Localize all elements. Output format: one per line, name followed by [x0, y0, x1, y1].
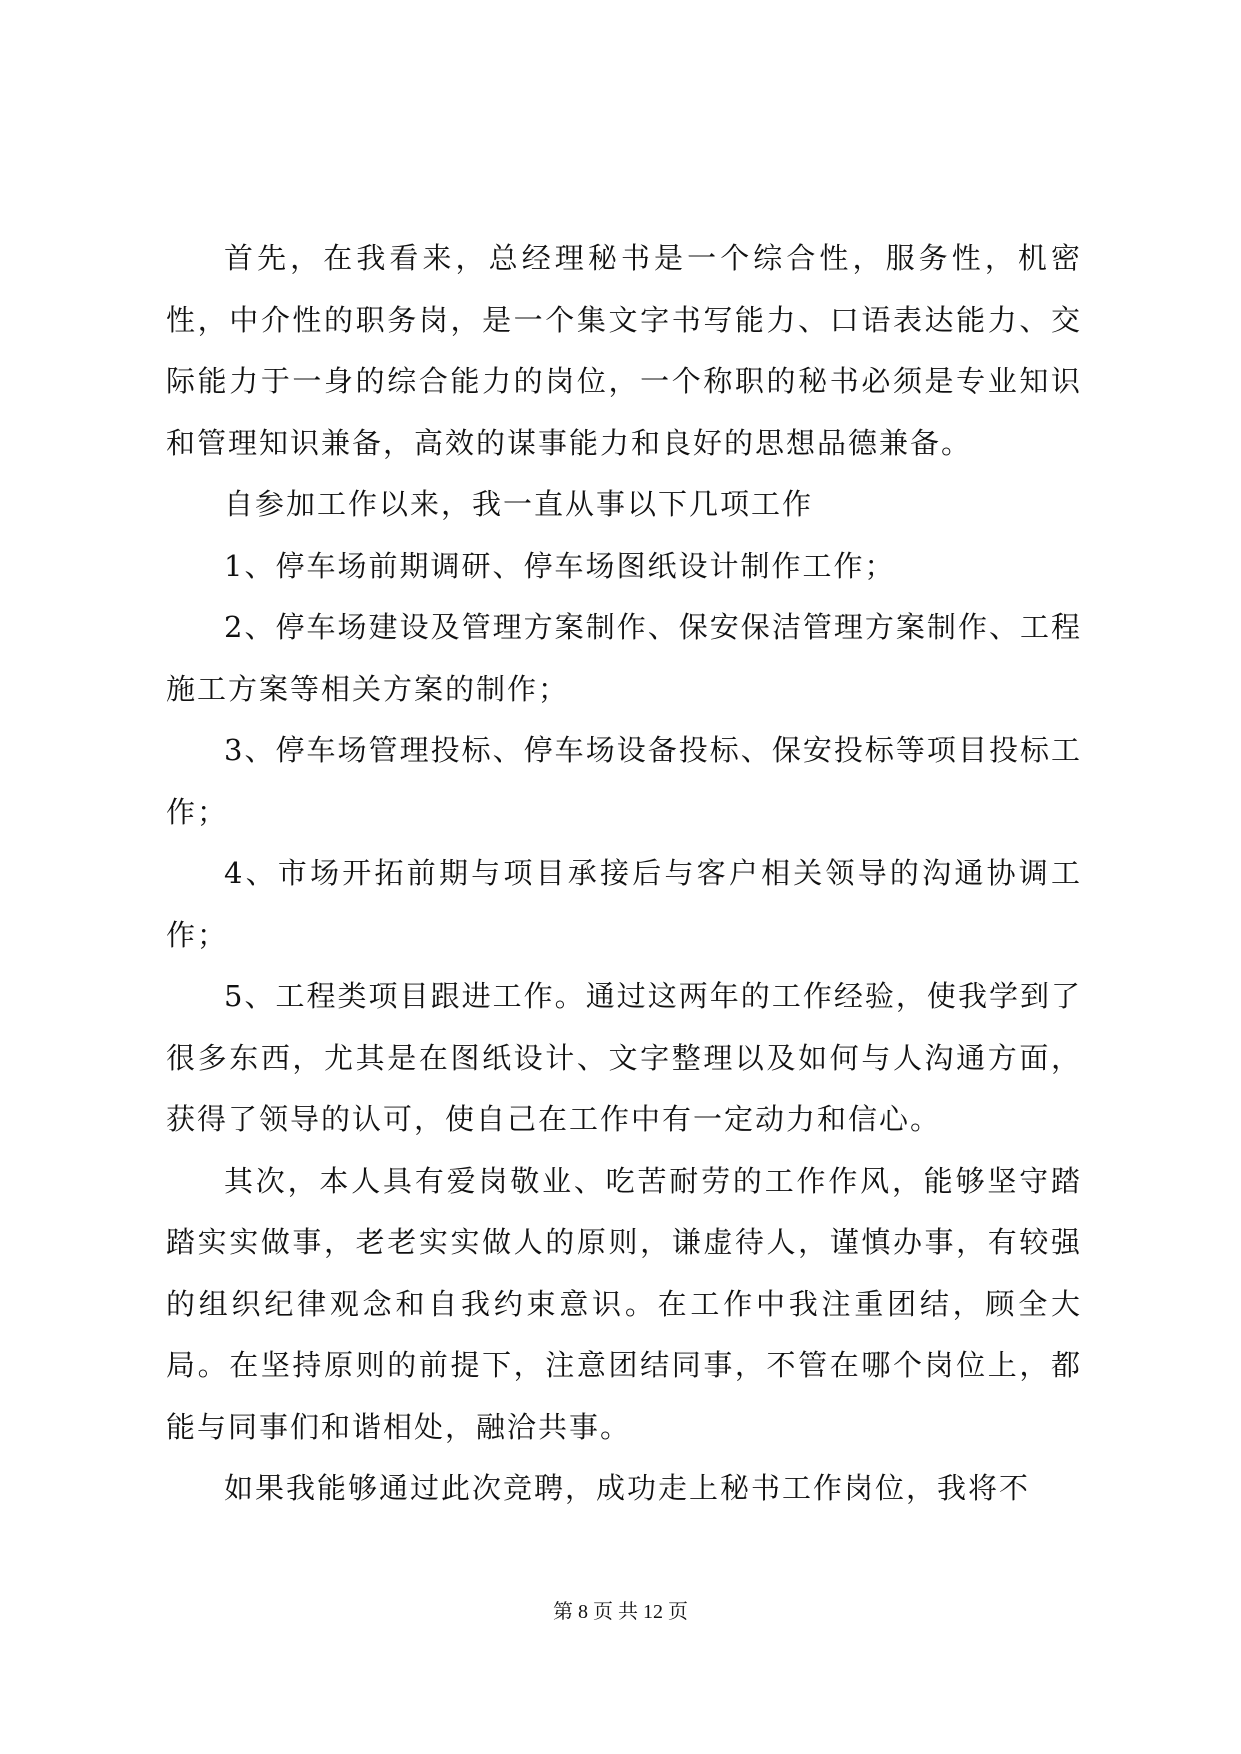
- paragraph-closing: 如果我能够通过此次竞聘，成功走上秘书工作岗位，我将不: [224, 1471, 1031, 1505]
- list-item-3: 3、停车场管理投标、停车场设备投标、保安投标等项目投标工作；: [166, 733, 1082, 829]
- document-body: [166, 228, 1082, 1520]
- list-item-2: 2、停车场建设及管理方案制作、保安保洁管理方案制作、工程施工方案等相关方案的制作；: [166, 610, 1082, 706]
- page-number: 第 8 页 共 12 页: [553, 1601, 688, 1623]
- paragraph-work-style: 其次，本人具有爱岗敬业、吃苦耐劳的工作作风，能够坚守踏踏实实做事，老老实实做人的原则，谦虚待人，谨慎办事，有较强的组织纪律观念和自我约束意识。在工作中我注重团结，顾全大局。在坚持原则的前提下，注意团结同事，不管在哪个岗位上，都能与同事们和谐相处，融洽共事。: [166, 1163, 1082, 1444]
- list-item-5: 5、工程类项目跟进工作。通过这两年的工作经验，使我学到了很多东西，尤其是在图纸设计、文字整理以及如何与人沟通方面，获得了领导的认可，使自己在工作中有一定动力和信心。: [166, 979, 1082, 1136]
- page-footer: [0, 1597, 1241, 1627]
- paragraph-role-definition: 首先，在我看来，总经理秘书是一个综合性，服务性，机密性，中介性的职务岗，是一个集文字书写能力、口语表达能力、交际能力于一身的综合能力的岗位，一个称职的秘书必须是专业知识和管理知识兼备，高效的谋事能力和良好的思想品德兼备。: [166, 241, 1082, 460]
- paragraph-work-intro: 自参加工作以来，我一直从事以下几项工作: [224, 487, 814, 521]
- list-item-4: 4、市场开拓前期与项目承接后与客户相关领导的沟通协调工作；: [166, 856, 1082, 952]
- list-item-1: 1、停车场前期调研、停车场图纸设计制作工作；: [224, 548, 896, 583]
